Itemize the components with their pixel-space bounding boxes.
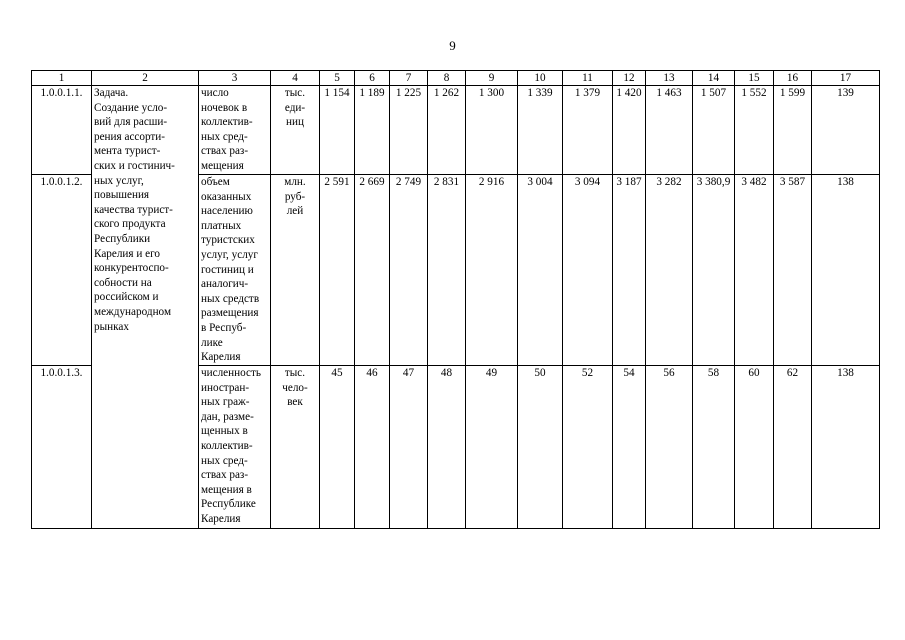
column-header: 11 <box>563 71 613 86</box>
value-cell: 1 507 <box>693 86 735 175</box>
value-cell: 47 <box>390 366 428 529</box>
value-cell: 1 225 <box>390 86 428 175</box>
value-cell: 3 380,9 <box>693 175 735 366</box>
unit-of-measure: тыс. чело- век <box>271 366 320 529</box>
value-cell: 1 339 <box>518 86 563 175</box>
column-header: 4 <box>271 71 320 86</box>
value-cell: 50 <box>518 366 563 529</box>
value-cell: 3 094 <box>563 175 613 366</box>
value-cell: 3 482 <box>735 175 774 366</box>
page-number: 9 <box>449 38 456 53</box>
value-cell: 1 420 <box>613 86 646 175</box>
indicator-code: 1.0.0.1.1. <box>32 86 92 175</box>
value-cell: 1 552 <box>735 86 774 175</box>
value-cell: 52 <box>563 366 613 529</box>
column-header: 3 <box>199 71 271 86</box>
column-header: 8 <box>428 71 466 86</box>
value-cell: 1 154 <box>320 86 355 175</box>
value-cell: 2 916 <box>466 175 518 366</box>
value-cell: 48 <box>428 366 466 529</box>
column-header: 9 <box>466 71 518 86</box>
value-cell: 3 282 <box>646 175 693 366</box>
indicator-name: число ночевок в коллектив- ных сред- ствах раз- мещения <box>199 86 271 175</box>
indicator-code: 1.0.0.1.3. <box>32 366 92 529</box>
column-header: 1 <box>32 71 92 86</box>
column-header: 14 <box>693 71 735 86</box>
col17-cell: 138 <box>812 175 880 366</box>
value-cell: 56 <box>646 366 693 529</box>
value-cell: 1 189 <box>355 86 390 175</box>
col17-cell: 138 <box>812 366 880 529</box>
indicator-code: 1.0.0.1.2. <box>32 175 92 366</box>
value-cell: 2 749 <box>390 175 428 366</box>
value-cell: 49 <box>466 366 518 529</box>
value-cell: 3 587 <box>774 175 812 366</box>
value-cell: 58 <box>693 366 735 529</box>
unit-of-measure: тыс. еди- ниц <box>271 86 320 175</box>
indicator-name: численность иностран- ных граж- дан, разме- щенных в коллектив- ных сред- ствах раз- мещения в Республике Карелия <box>199 366 271 529</box>
unit-of-measure: млн. руб- лей <box>271 175 320 366</box>
value-cell: 3 004 <box>518 175 563 366</box>
value-cell: 3 187 <box>613 175 646 366</box>
indicators-table <box>31 70 880 529</box>
value-cell: 2 591 <box>320 175 355 366</box>
column-header: 7 <box>390 71 428 86</box>
value-cell: 2 831 <box>428 175 466 366</box>
header-row <box>32 71 880 86</box>
column-header: 10 <box>518 71 563 86</box>
value-cell: 1 262 <box>428 86 466 175</box>
value-cell: 46 <box>355 366 390 529</box>
table-row <box>32 86 880 175</box>
value-cell: 45 <box>320 366 355 529</box>
column-header: 15 <box>735 71 774 86</box>
value-cell: 1 379 <box>563 86 613 175</box>
column-header: 13 <box>646 71 693 86</box>
task-description: Задача. Создание усло- вий для расши- рения ассорти- мента турист- ских и гостинич- ных услуг, повышения качества турист- ского продукта Республики Карелия и его конкурентоспо- собности на российском и международном рынках <box>92 86 199 529</box>
column-header: 6 <box>355 71 390 86</box>
indicator-name: объем оказанных населению платных туристских услуг, услуг гостиниц и аналогич- ных средств размещения в Респуб- лике Карелия <box>199 175 271 366</box>
column-header: 12 <box>613 71 646 86</box>
column-header: 5 <box>320 71 355 86</box>
column-header: 17 <box>812 71 880 86</box>
value-cell: 54 <box>613 366 646 529</box>
value-cell: 1 599 <box>774 86 812 175</box>
column-header: 16 <box>774 71 812 86</box>
column-header: 2 <box>92 71 199 86</box>
col17-cell: 139 <box>812 86 880 175</box>
value-cell: 62 <box>774 366 812 529</box>
value-cell: 1 300 <box>466 86 518 175</box>
value-cell: 2 669 <box>355 175 390 366</box>
value-cell: 60 <box>735 366 774 529</box>
value-cell: 1 463 <box>646 86 693 175</box>
